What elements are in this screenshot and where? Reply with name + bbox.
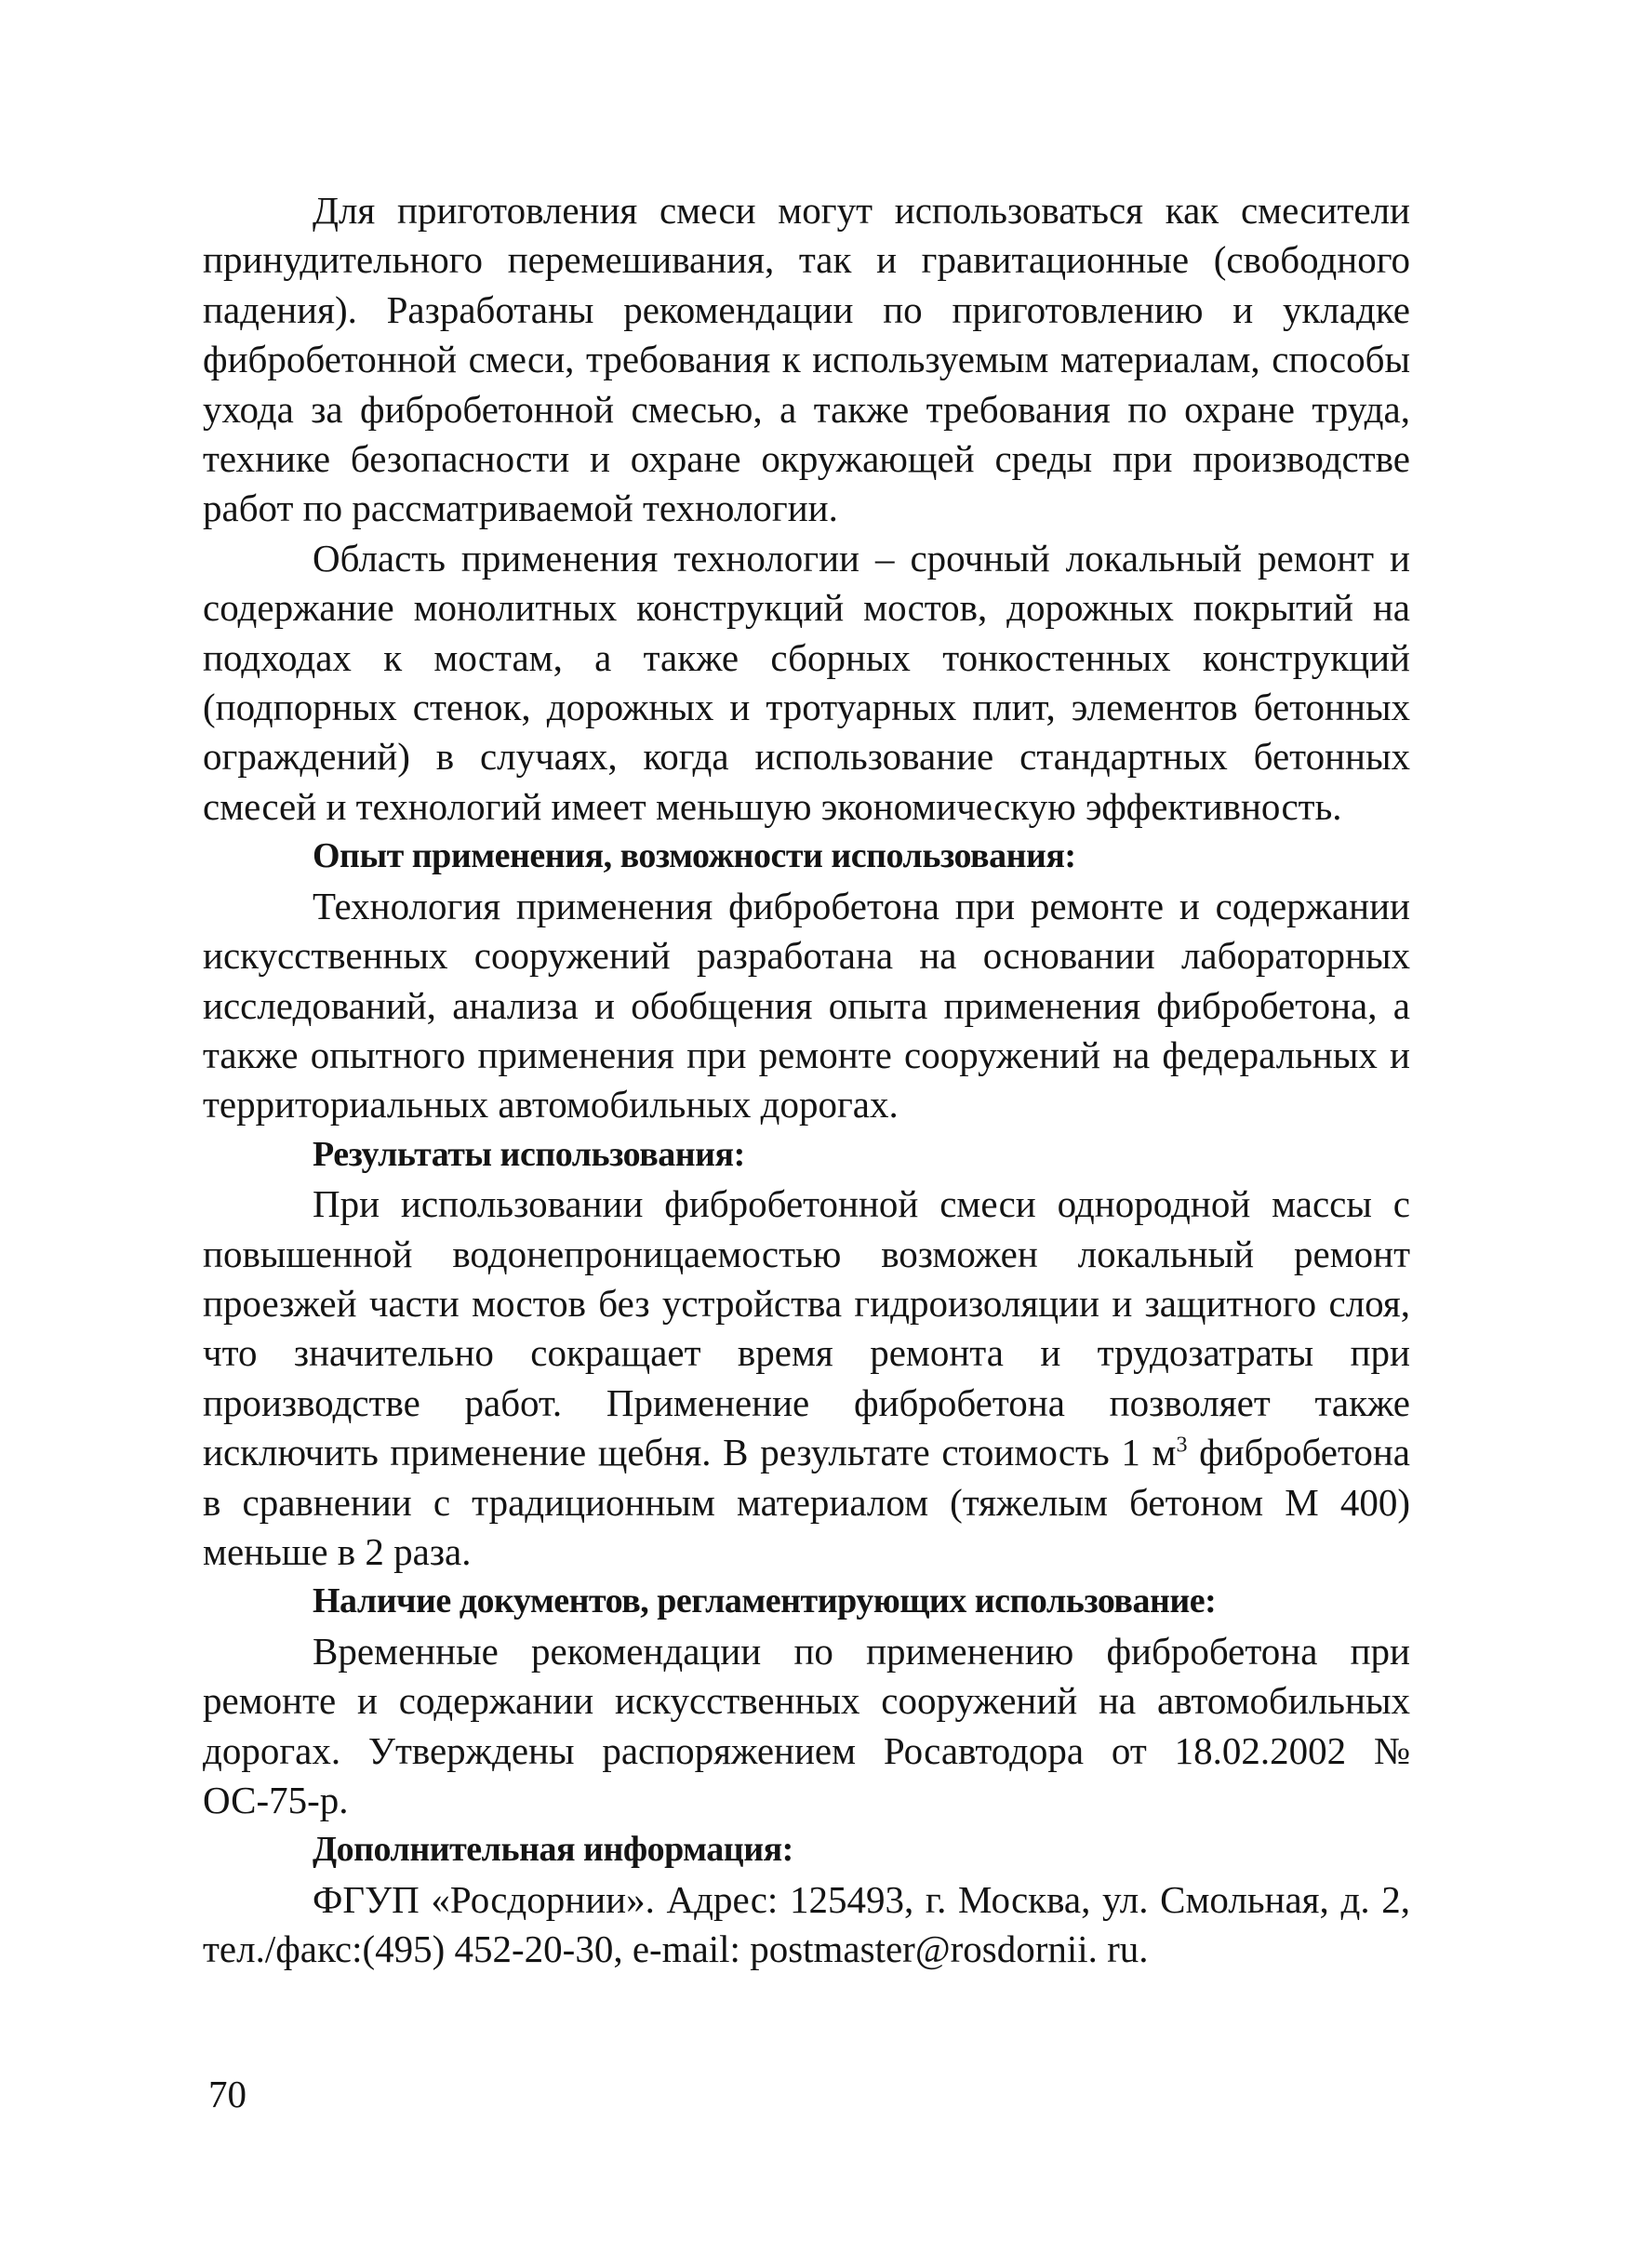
- heading-results: Результаты использования:: [313, 1134, 745, 1174]
- paragraph-documents: Временные рекомендации по применению фибробетона при ремонте и содержании искусственных сооружений на автомобильных дорогах. Утверждены распоряжением Росавтодора от 18.02.2002 № ОС-75-р.: [203, 1629, 1410, 1821]
- results-text-after-unit: фибробетона в сравнении с традиционным материалом (тяжелым бетоном М 400) меньше в 2 раза.: [203, 1431, 1411, 1573]
- paragraph-results: [203, 1180, 1410, 1577]
- page-number: 70: [208, 2073, 246, 2115]
- cubic-superscript: 3: [1176, 1433, 1188, 1458]
- heading-additional-info: Дополнительная информация:: [313, 1830, 793, 1870]
- heading-experience: Опыт применения, возможности использования:: [313, 836, 1076, 876]
- paragraph-mixing: Для приготовления смеси могут использоваться как смесители принудительного перемешивания, так и гравитационные (свободного падения). Разработаны рекомендации по приготовлению и укладке фибробетонной смеси, требования к используемым материалам, способы ухода за фибробетонной смесью, а также требования по охране труда, технике безопасности и охране окружающей среды при производстве работ по рассматриваемой технологии.: [203, 189, 1410, 530]
- paragraph-additional-info: ФГУП «Росдорнии». Адрес: 125493, г. Москва, ул. Смольная, д. 2, тел./факс:(495) 452-20-30, e-mail: postmaster@rosdornii. ru.: [203, 1877, 1410, 1971]
- results-text-before-unit: При использовании фибробетонной смеси однородной массы с повышенной водонепроницаемостью возможен локальный ремонт проезжей части мостов без устройства гидроизоляции и защитного слоя, что значительно сокращает время ремонта и трудозатраты при производстве работ. Применение фибробетона позволяет также исключить применение щебня. В результате стоимость 1 м: [203, 1182, 1410, 1474]
- paragraph-application-area: Область применения технологии – срочный локальный ремонт и содержание монолитных конструкций мостов, дорожных покрытий на подходах к мостам, а также сборных тонкостенных конструкций (подпорных стенок, дорожных и тротуарных плит, элементов бетонных ограждений) в случаях, когда использование стандартных бетонных смесей и технологий имеет меньшую экономическую эффективность.: [203, 536, 1410, 828]
- document-body: [203, 186, 1410, 1975]
- heading-documents: Наличие документов, регламентирующих использование:: [313, 1581, 1217, 1621]
- paragraph-experience: Технология применения фибробетона при ремонте и содержании искусственных сооружений разработана на основании лабораторных исследований, анализа и обобщения опыта применения фибробетона, а также опытного применения при ремонте сооружений на федеральных и территориальных автомобильных дорогах.: [203, 884, 1410, 1127]
